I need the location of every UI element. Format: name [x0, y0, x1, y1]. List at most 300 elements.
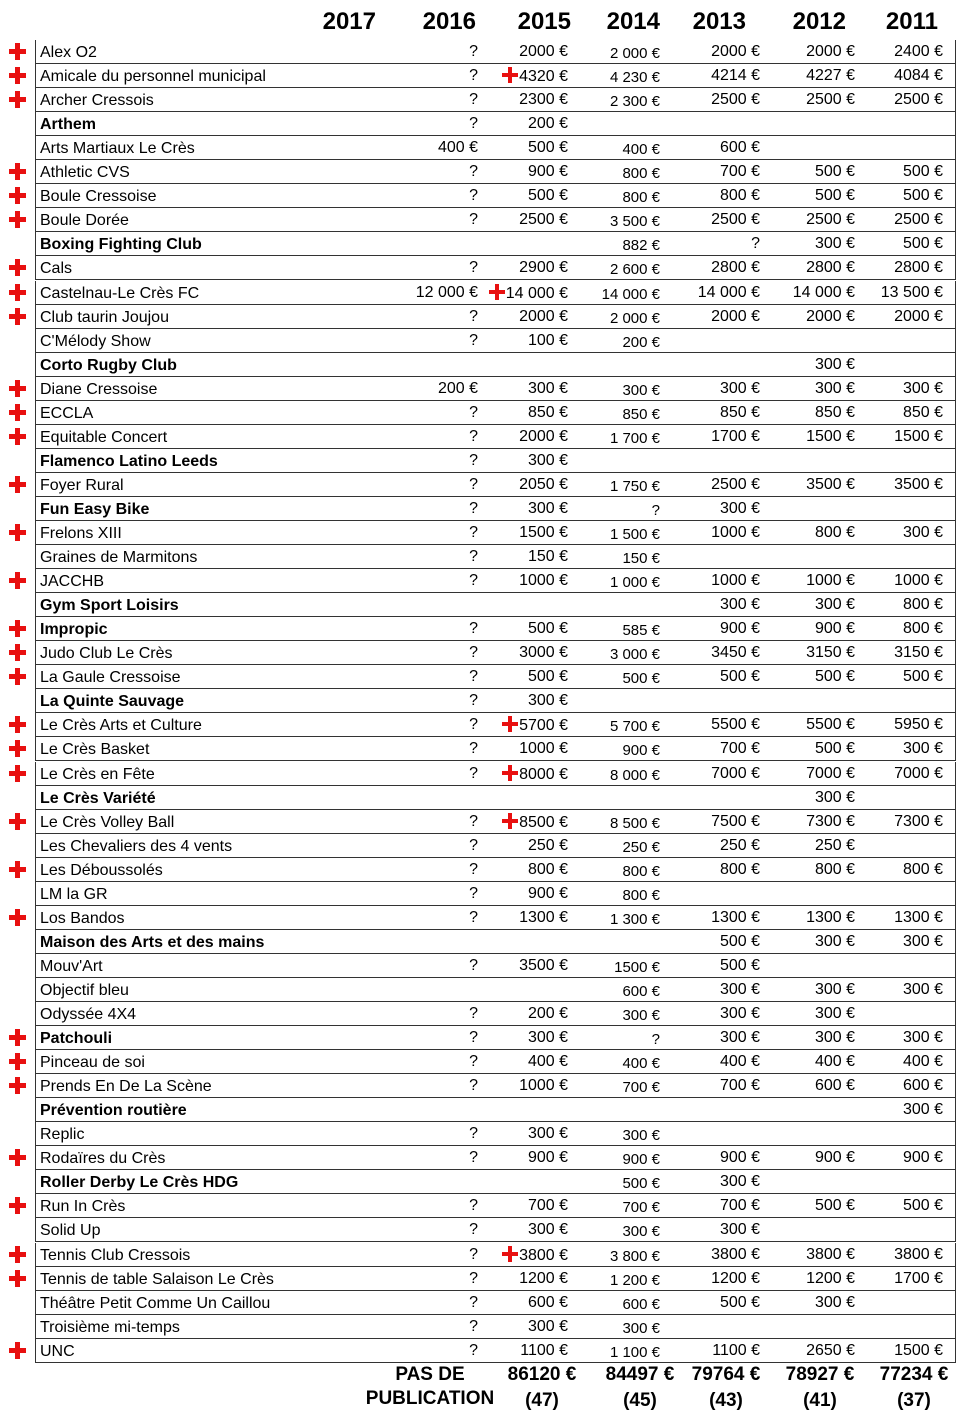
amount-text: 500 € [622, 1175, 660, 1193]
amount-text: 800 € [622, 886, 660, 904]
association-name: Les Déboussolés [40, 861, 163, 879]
amount-2013 [670, 211, 760, 229]
plus-icon [502, 716, 518, 732]
association-name: Le Crès Volley Ball [40, 813, 175, 831]
association-name: Equitable Concert [40, 428, 168, 446]
amount-2012 [765, 668, 855, 686]
amount-text: 1 300 € [609, 910, 660, 928]
amount-text: 850 € [527, 403, 568, 421]
amount-2014 [570, 1223, 660, 1240]
table-row [0, 1267, 962, 1291]
amount-2016 [388, 524, 478, 542]
amount-2013 [670, 428, 760, 446]
amount-2013 [670, 813, 760, 831]
amount-text: 300 € [902, 1101, 943, 1119]
table-left-border [35, 978, 36, 1002]
table-row [0, 1170, 962, 1194]
amount-2012 [765, 308, 855, 326]
amount-text: 150 € [527, 548, 568, 566]
amount-2016 [388, 308, 478, 326]
amount-2011 [853, 259, 943, 277]
amount-text: 500 € [902, 235, 943, 253]
amount-text: 300 € [622, 1127, 660, 1145]
amount-2015 [478, 1149, 568, 1167]
col-header-2012: 2012 [792, 8, 846, 35]
plus-icon [8, 908, 28, 928]
plus-icon [8, 283, 28, 303]
amount-text: 500 € [527, 139, 568, 157]
table-row [0, 906, 962, 930]
amount-2015 [478, 163, 568, 181]
amount-text: 500 € [902, 187, 943, 205]
amount-2015 [478, 620, 568, 638]
table-left-border [35, 1291, 36, 1315]
amount-2015 [478, 259, 568, 277]
count-2013: (43) [709, 1390, 743, 1411]
amount-text: 1 700 € [609, 429, 660, 447]
amount-2012 [765, 259, 855, 277]
amount-2014 [570, 1296, 660, 1313]
table-row [0, 762, 962, 786]
amount-text: 900 € [814, 620, 855, 638]
amount-text: 700 € [622, 1079, 660, 1097]
amount-2013 [670, 404, 760, 422]
amount-2012 [765, 1197, 855, 1215]
amount-text: 2500 € [711, 475, 760, 493]
table-row [0, 497, 962, 521]
amount-text: ? [469, 716, 478, 734]
amount-text: 850 € [622, 405, 660, 423]
amount-2016 [388, 644, 478, 662]
amount-text: 2650 € [806, 1341, 855, 1359]
amount-2011 [853, 620, 943, 638]
amount-2015 [478, 572, 568, 590]
plus-icon [8, 427, 28, 447]
plus-icon [8, 619, 28, 639]
amount-text: 600 € [527, 1293, 568, 1311]
amount-text: 2 300 € [609, 93, 660, 111]
table-right-border [955, 810, 956, 834]
amount-2011 [853, 163, 943, 181]
amount-text: ? [469, 860, 478, 878]
amount-text: 1500 € [894, 427, 943, 445]
amount-text: 250 € [719, 836, 760, 854]
table-right-border [955, 305, 956, 329]
amount-2014 [570, 189, 660, 206]
amount-text: 250 € [527, 836, 568, 854]
amount-2016 [388, 259, 478, 277]
plus-icon [8, 1269, 28, 1289]
amount-text: 1200 € [806, 1269, 855, 1287]
amount-text: 400 € [622, 1055, 660, 1073]
amount-2013 [670, 476, 760, 494]
amount-2016 [388, 115, 478, 133]
amount-2015 [478, 1029, 568, 1047]
association-name: Solid Up [40, 1222, 101, 1240]
table-left-border [35, 858, 36, 882]
count-2015: (47) [525, 1390, 559, 1411]
amount-2011 [853, 404, 943, 422]
amount-text: 3 000 € [609, 646, 660, 664]
amount-text: 300 € [622, 1223, 660, 1241]
amount-text: ? [469, 740, 478, 758]
amount-text: 700 € [719, 163, 760, 181]
amount-text: 300 € [719, 980, 760, 998]
amount-text: 900 € [527, 163, 568, 181]
table-row [0, 786, 962, 810]
table-row [0, 184, 962, 208]
table-right-border [955, 449, 956, 473]
amount-text: 1500 € [894, 1341, 943, 1359]
association-name: Roller Derby Le Crès HDG [40, 1174, 239, 1192]
amount-2015 [478, 428, 568, 446]
col-header-2015: 2015 [517, 8, 571, 35]
table-row [0, 136, 962, 160]
amount-text: 13 500 € [880, 283, 943, 301]
plus-icon [8, 643, 28, 663]
amount-text: 300 € [814, 980, 855, 998]
amount-2015 [478, 404, 568, 422]
table-row [0, 689, 962, 713]
col-header-2017: 2017 [322, 8, 376, 35]
table-row [0, 1146, 962, 1170]
amount-2014 [570, 1320, 660, 1337]
plus-icon [8, 210, 28, 230]
table-row [0, 569, 962, 593]
amount-text: 300 € [902, 932, 943, 950]
amount-2012 [765, 837, 855, 855]
table-left-border [35, 1050, 36, 1074]
amount-2016 [388, 1270, 478, 1288]
table-left-border [35, 1267, 36, 1291]
amount-2015 [478, 909, 568, 927]
amount-text: 2800 € [806, 259, 855, 277]
amount-text: 7000 € [711, 764, 760, 782]
amount-2014 [570, 911, 660, 928]
amount-2015 [478, 644, 568, 662]
amount-text: ? [469, 908, 478, 926]
amount-2014 [570, 646, 660, 663]
amount-text: ? [469, 1293, 478, 1311]
amount-text: 2000 € [519, 307, 568, 325]
table-right-border [955, 1098, 956, 1122]
table-row [0, 930, 962, 954]
amount-text: 3150 € [806, 644, 855, 662]
table-row [0, 256, 962, 280]
table-left-border [35, 1339, 36, 1363]
table-row [0, 713, 962, 737]
amount-2016 [388, 284, 478, 302]
amount-2014 [570, 767, 660, 784]
amount-text: 300 € [719, 379, 760, 397]
amount-text: 8000 € [519, 765, 568, 783]
amount-text: 300 € [902, 740, 943, 758]
amount-2014 [570, 261, 660, 278]
table-right-border [955, 1194, 956, 1218]
table-right-border [955, 353, 956, 377]
amount-2015 [478, 1294, 568, 1312]
amount-2016 [388, 1221, 478, 1239]
amount-2013 [670, 909, 760, 927]
amount-text: 700 € [622, 1199, 660, 1217]
amount-text: 5700 € [519, 717, 568, 735]
table-left-border [35, 377, 36, 401]
total-2012: 78927 € [785, 1364, 855, 1385]
amount-2016 [388, 885, 478, 903]
amount-2016 [388, 1005, 478, 1023]
amount-text: 5500 € [806, 716, 855, 734]
amount-text: 1 200 € [609, 1271, 660, 1289]
amount-2013 [670, 596, 760, 614]
amount-text: 2500 € [894, 91, 943, 109]
table-left-border [35, 665, 36, 689]
association-name: C'Mélody Show [40, 332, 151, 350]
amount-2011 [853, 476, 943, 494]
amount-text: ? [469, 836, 478, 854]
amount-text: 400 € [814, 1053, 855, 1071]
amount-text: 700 € [719, 1077, 760, 1095]
amount-text: 150 € [622, 550, 660, 568]
association-name: Amicale du personnel municipal [40, 68, 266, 86]
amount-text: 2000 € [519, 427, 568, 445]
table-left-border [35, 449, 36, 473]
association-name: Corto Rugby Club [40, 356, 177, 374]
amount-text: 3800 € [806, 1245, 855, 1263]
amount-text: 300 € [814, 355, 855, 373]
association-name: JACCHB [40, 573, 105, 591]
amount-text: 3500 € [894, 475, 943, 493]
amount-text: 1700 € [711, 427, 760, 445]
table-left-border [35, 882, 36, 906]
amount-text: 400 € [622, 141, 660, 159]
table-left-border [35, 160, 36, 184]
amount-2011 [853, 765, 943, 783]
amount-text: 1 100 € [609, 1343, 660, 1361]
amount-2015 [478, 211, 568, 229]
table-right-border [955, 1170, 956, 1194]
amount-text: 850 € [719, 403, 760, 421]
amount-2011 [853, 235, 943, 253]
amount-2013 [670, 308, 760, 326]
amount-2011 [853, 1197, 943, 1215]
amount-text: 300 € [902, 379, 943, 397]
table-right-border [955, 762, 956, 786]
amount-text: 14 000 € [601, 285, 660, 303]
amount-2012 [765, 187, 855, 205]
amount-2013 [670, 1149, 760, 1167]
table-left-border [35, 930, 36, 954]
table-right-border [955, 1050, 956, 1074]
amount-2014 [570, 502, 660, 519]
amount-2015 [478, 284, 568, 303]
amount-2014 [570, 310, 660, 327]
table-row [0, 232, 962, 256]
table-left-border [35, 40, 36, 64]
table-left-border [35, 545, 36, 569]
amount-2012 [765, 67, 855, 85]
amount-text: 300 € [814, 596, 855, 614]
association-name: Fun Easy Bike [40, 500, 150, 518]
amount-2014 [570, 1055, 660, 1072]
amount-text: 1000 € [519, 572, 568, 590]
amount-2012 [765, 356, 855, 374]
plus-icon [8, 860, 28, 880]
association-name: Club taurin Joujou [40, 308, 169, 326]
table-left-border [35, 425, 36, 449]
amount-2013 [670, 1270, 760, 1288]
table-left-border [35, 473, 36, 497]
amount-text: ? [469, 620, 478, 638]
amount-text: 8 000 € [609, 766, 660, 784]
table-row [0, 208, 962, 232]
amount-2013 [670, 644, 760, 662]
amount-text: 2000 € [711, 43, 760, 60]
amount-2016 [388, 620, 478, 638]
amount-text: 200 € [622, 333, 660, 351]
amount-text: 500 € [814, 668, 855, 686]
amount-2015 [478, 1246, 568, 1265]
amount-2016 [388, 187, 478, 205]
amount-text: 500 € [719, 956, 760, 974]
amount-text: 600 € [622, 1295, 660, 1313]
association-name: Maison des Arts et des mains [40, 933, 265, 951]
amount-text: ? [469, 884, 478, 902]
amount-text: 800 € [902, 620, 943, 638]
table-right-border [955, 858, 956, 882]
amount-text: 300 € [622, 1007, 660, 1024]
amount-2011 [853, 1149, 943, 1167]
table-left-border [35, 906, 36, 930]
table-right-border [955, 545, 956, 569]
amount-text: 500 € [814, 187, 855, 205]
association-name: UNC [40, 1342, 75, 1360]
amount-2015 [478, 332, 568, 350]
association-name: Prends En De La Scène [40, 1078, 212, 1096]
amount-text: 300 € [527, 451, 568, 469]
amount-2013 [670, 716, 760, 734]
amount-text: ? [469, 403, 478, 421]
col-header-2011: 2011 [885, 8, 938, 35]
amount-2014 [570, 959, 660, 976]
amount-2016 [388, 909, 478, 927]
table-right-border [955, 1218, 956, 1242]
table-right-border [955, 232, 956, 256]
amount-text: 3800 € [519, 1246, 568, 1264]
amount-2013 [670, 620, 760, 638]
amount-text: ? [469, 91, 478, 109]
amount-2012 [765, 1270, 855, 1288]
association-name: Pinceau de soi [40, 1054, 145, 1072]
amount-2013 [670, 1294, 760, 1312]
amount-text: 600 € [902, 1077, 943, 1095]
table-row [0, 377, 962, 401]
amount-text: 1000 € [711, 524, 760, 541]
plus-icon [502, 67, 518, 83]
amount-text: 200 € [527, 115, 568, 133]
table-left-border [35, 353, 36, 377]
table-right-border [955, 1074, 956, 1098]
amount-text: 100 € [527, 331, 568, 349]
amount-text: 1000 € [806, 572, 855, 590]
table-right-border [955, 112, 956, 136]
plus-icon [8, 764, 28, 784]
table-row [0, 593, 962, 617]
table-right-border [955, 1267, 956, 1291]
amount-2013 [670, 1246, 760, 1264]
amount-text: 882 € [622, 237, 660, 255]
table-left-border [35, 256, 36, 280]
amount-text: 3500 € [519, 956, 568, 974]
amount-2011 [853, 1270, 943, 1288]
plus-icon [8, 1341, 28, 1361]
amount-2016 [388, 1294, 478, 1312]
count-2014: (45) [623, 1390, 657, 1411]
association-name: ECCLA [40, 404, 94, 422]
association-name: Run In Crès [40, 1198, 126, 1216]
amount-text: 900 € [814, 1149, 855, 1167]
association-name: Alex O2 [40, 44, 97, 61]
plus-icon [502, 765, 518, 781]
amount-2013 [670, 933, 760, 951]
association-name: Théâtre Petit Comme Un Caillou [40, 1294, 271, 1312]
table-left-border [35, 329, 36, 353]
table-row [0, 329, 962, 353]
plus-icon [8, 258, 28, 278]
amount-text: 500 € [527, 668, 568, 686]
no-publication-line2: PUBLICATION [365, 1388, 495, 1409]
amount-text: 2000 € [806, 43, 855, 60]
amount-2013 [670, 380, 760, 398]
amount-text: 800 € [622, 862, 660, 880]
amount-text: 900 € [719, 1149, 760, 1167]
amount-text: ? [469, 524, 478, 541]
amount-2012 [765, 1029, 855, 1047]
association-name: Boxing Fighting Club [40, 236, 202, 254]
table-left-border [35, 184, 36, 208]
amount-2016 [388, 139, 478, 157]
amount-text: 1100 € [520, 1341, 568, 1359]
table-row [0, 545, 962, 569]
total-2013: 79764 € [691, 1364, 761, 1385]
table-right-border [955, 906, 956, 930]
amount-text: ? [469, 211, 478, 229]
plus-icon [8, 379, 28, 399]
table-right-border [955, 930, 956, 954]
amount-text: 2050 € [519, 475, 568, 493]
amount-text: 700 € [719, 1197, 760, 1215]
table-row [0, 521, 962, 545]
amount-text: 300 € [527, 1029, 568, 1047]
amount-2013 [670, 235, 760, 253]
table-right-border [955, 88, 956, 112]
table-left-border [35, 64, 36, 88]
association-name: Cals [40, 260, 73, 278]
amount-2012 [765, 1149, 855, 1167]
amount-text: 300 € [719, 499, 760, 517]
amount-text: ? [469, 1077, 478, 1095]
amount-2016 [388, 765, 478, 783]
amount-2011 [853, 308, 943, 326]
amount-2016 [388, 211, 478, 229]
association-name: Le Crès Variété [40, 789, 156, 807]
amount-text: 1000 € [519, 740, 568, 758]
amount-text: 600 € [622, 982, 660, 1000]
amount-2015 [478, 813, 568, 832]
amount-text: 500 € [902, 1197, 943, 1215]
amount-text: 250 € [622, 838, 660, 856]
amount-2014 [570, 1079, 660, 1096]
amount-text: 3000 € [519, 644, 568, 662]
